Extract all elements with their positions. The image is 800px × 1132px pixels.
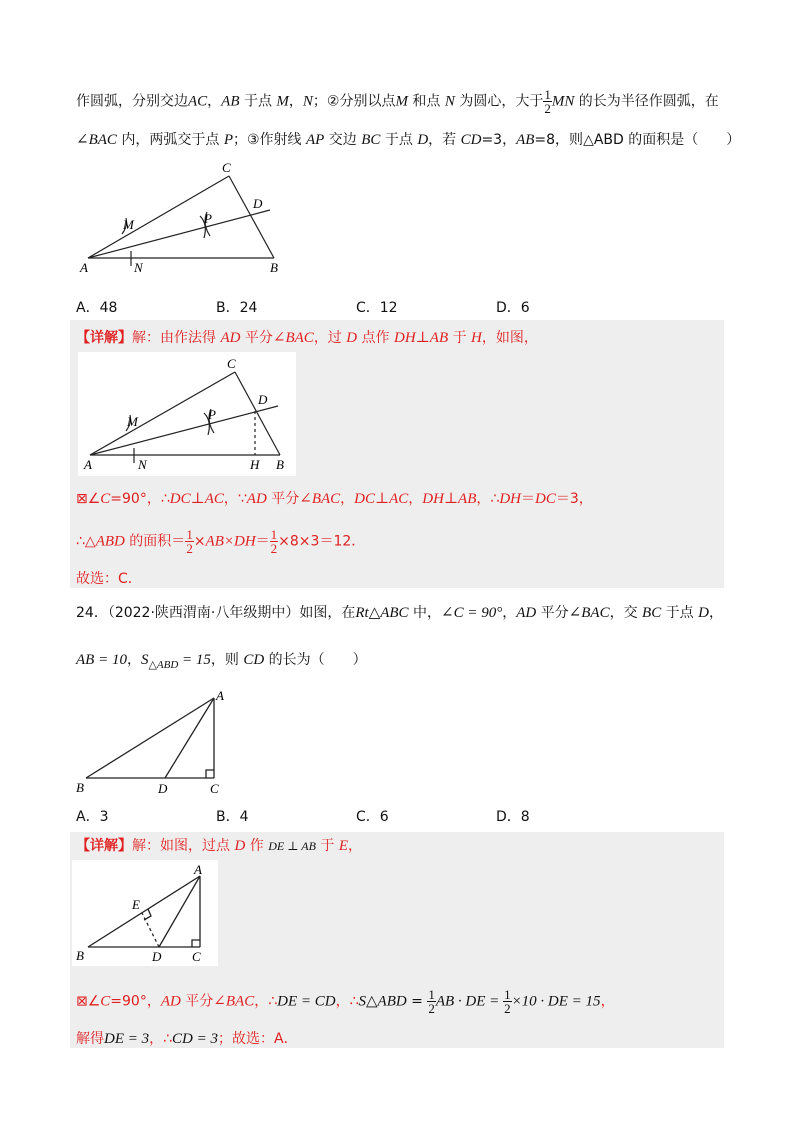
label-c: C: [192, 949, 201, 964]
label-p: P: [204, 211, 212, 226]
q24-solution-line3: 解得DE = 3，∴CD = 3；故选：A．: [76, 1031, 298, 1047]
q24-option-c: C．6: [356, 809, 389, 825]
label-n: N: [138, 457, 147, 472]
label-c: C: [222, 160, 231, 175]
segment-ba: [88, 876, 200, 947]
label-b: B: [76, 948, 84, 963]
right-angle-mark: [206, 770, 214, 778]
segment-ad: [159, 876, 200, 947]
label-c: C: [210, 781, 219, 796]
q23-solution-choice: 故选：C．: [76, 571, 142, 587]
segment-cb: [229, 176, 274, 258]
fraction-half: $\frac{1}{2}$: [186, 527, 193, 556]
q23-option-b: B．24: [216, 300, 258, 316]
q23-solution-figure: [78, 352, 296, 476]
q24-options: [76, 806, 676, 826]
label-m: M: [123, 217, 134, 232]
q24-option-b: B．4: [216, 809, 249, 825]
label-m: M: [127, 414, 138, 429]
label-c: C: [227, 356, 236, 371]
q23-option-a: A．48: [76, 300, 118, 316]
label-a: A: [194, 862, 202, 877]
label-a: A: [216, 688, 224, 703]
ray-ap: [88, 210, 270, 258]
label-d: D: [258, 392, 268, 407]
label-h: H: [250, 457, 260, 472]
q23-solution-line1: 【详解】解：由作法得 AD 平分∠BAC，过 D 点作 DH⊥AB 于 H，如图，: [76, 330, 538, 346]
q23-solution-line3: ∴△ABD 的面积＝ $\frac{1}{2}$ ×AB×DH＝ $\frac{1}{2}$ ×8×3＝12．: [76, 527, 366, 556]
label-b: B: [276, 457, 284, 472]
segment-ba: [86, 698, 214, 778]
q24-text-line2: AB = 10，$S_{\triangle ABD} = 15$，则 CD 的长为（ ）: [76, 652, 367, 671]
ray-ap: [90, 406, 278, 455]
fraction-half: $\frac{1}{2}$: [428, 987, 435, 1016]
q24-solution-figure: [72, 860, 218, 966]
label-d: D: [158, 781, 168, 796]
label-p: P: [208, 407, 216, 422]
label-a: A: [80, 260, 88, 275]
q24-triangle-figure: [72, 688, 242, 798]
fraction-half: $\frac{1}{2}$: [270, 527, 278, 556]
segment-de: [142, 913, 159, 947]
q23-text-line1: 作圆弧，分别交边AC，AB 于点 M，N；②分别以点M 和点 N 为圆心，大于 $\frac{1}{2}$ MN 的长为半径作圆弧，在: [76, 87, 719, 116]
q23-text-line2: ∠BAC 内，两弧交于点 P；③作射线 AP 交边 BC 于点 D，若 CD=3，AB=8，则△ABD 的面积是（ ）: [76, 132, 741, 148]
q24-solution-line2: ⊠∠C=90°，AD 平分∠BAC，∴DE = CD，∴S△ABD = $\frac{1}{2}$ AB · DE = $\frac{1}{2}$ ×10 · DE = 15，: [76, 987, 615, 1016]
q23-triangle-figure: [74, 158, 304, 278]
q23-solution-line2: ⊠∠C=90°，∴DC⊥AC，∵AD 平分∠BAC，DC⊥AC，DH⊥AB，∴DH＝DC＝3，: [76, 491, 593, 507]
right-angle-mark-c: [192, 940, 200, 947]
label-b: B: [76, 780, 84, 795]
segment-ad: [165, 698, 214, 778]
q24-solution-line1: 【详解】解：如图，过点 D 作 DE ⊥ AB 于 E，: [76, 838, 363, 854]
fraction-half: $\frac{1}{2}$: [504, 987, 511, 1016]
q24-option-a: A．3: [76, 809, 109, 825]
q23-options: [76, 297, 676, 317]
q24-option-d: D．8: [496, 809, 530, 825]
label-e: E: [132, 897, 140, 912]
q23-option-d: D．6: [496, 300, 530, 316]
q23-option-c: C．12: [356, 300, 398, 316]
label-b: B: [270, 260, 278, 275]
label-n: N: [134, 260, 143, 275]
fraction-half: $\frac{1}{2}$: [544, 87, 551, 116]
q24-text-line1: 24．（2022·陕西渭南·八年级期中）如图，在Rt△ABC 中，∠C = 90°，AD 平分∠BAC，交 BC 于点 D，: [76, 605, 723, 621]
label-a: A: [84, 457, 92, 472]
label-d: D: [253, 196, 263, 211]
segment-cb: [235, 372, 280, 455]
label-d: D: [152, 949, 162, 964]
